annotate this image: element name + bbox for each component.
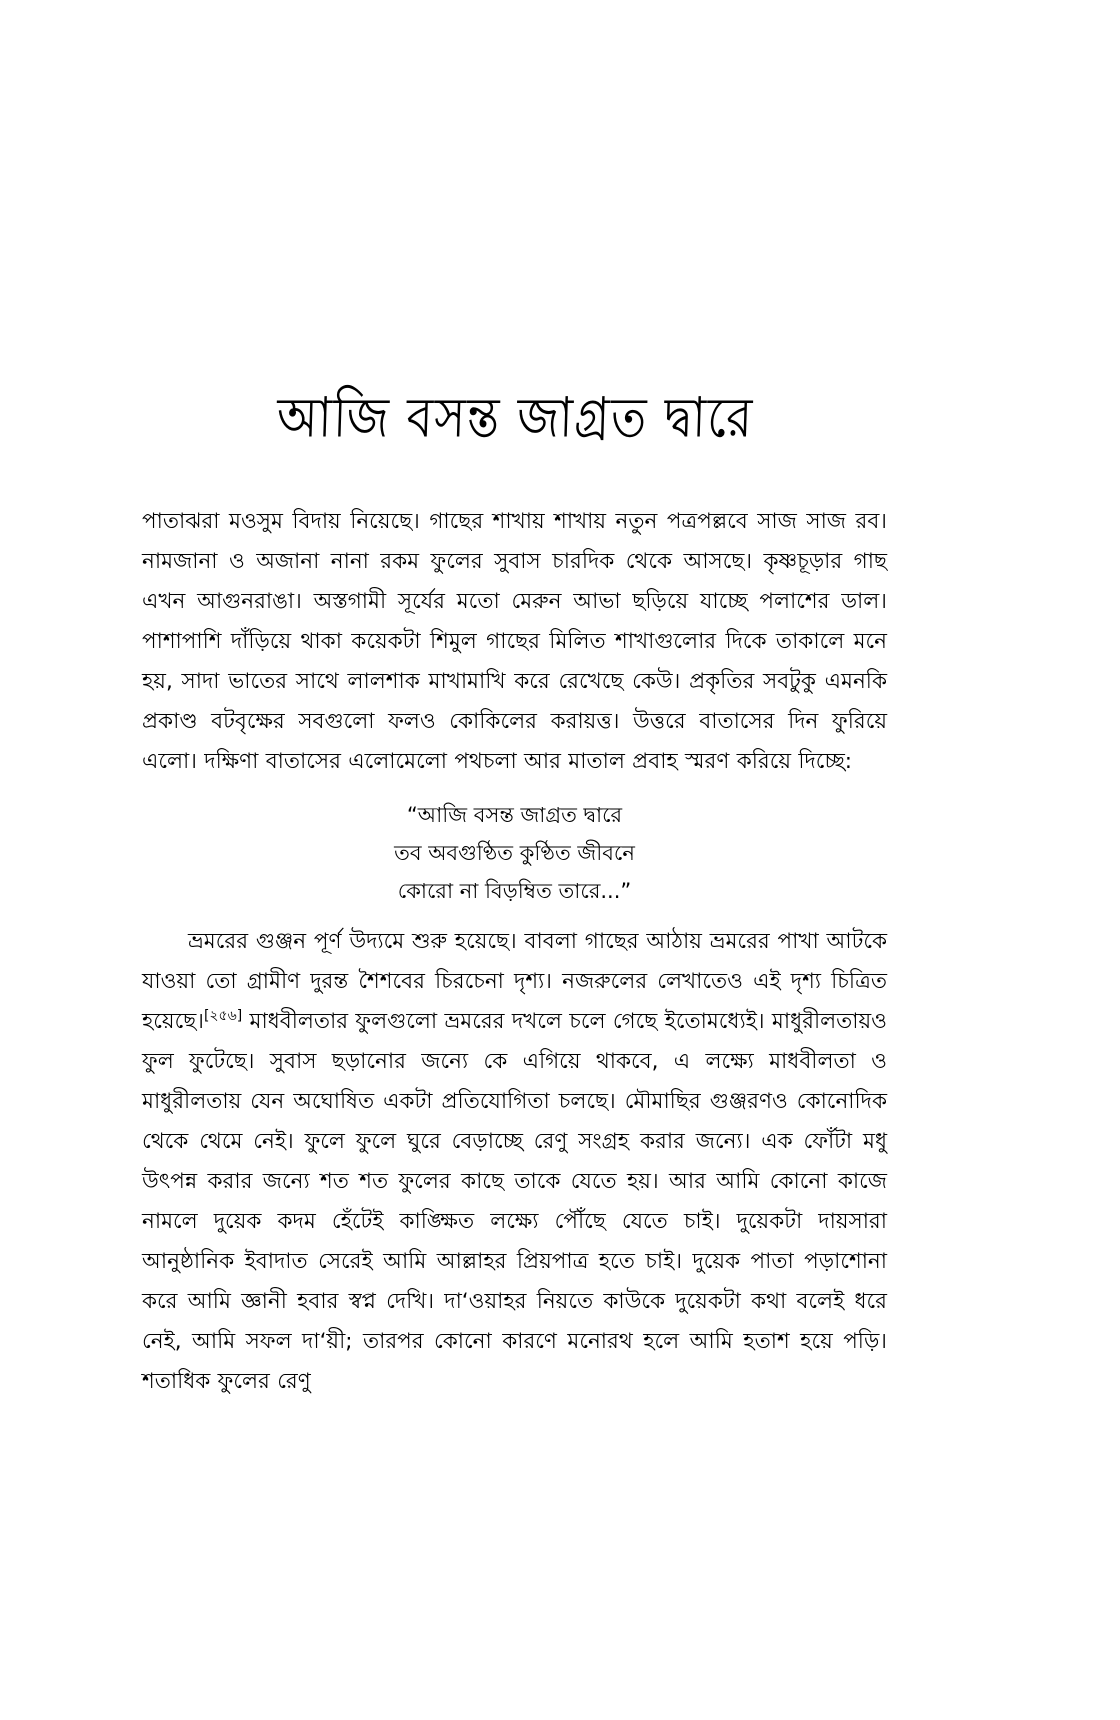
- body-paragraph-2-text-b: মাধবীলতার ফুলগুলো ভ্রমরের দখলে চলে গেছে ইতোমধ্যেই। মাধুরীলতায়ও ফুল ফুটেছে। সুবাস ছড়ানোর জন্যে কে এগিয়ে থাকবে, এ লক্ষ্যে মাধবীলতা ও মাধুরীলতায় যেন অঘোষিত একটা প্রতিযোগিতা চলছে। মৌমাছির গুঞ্জরণও কোনোদিক থেকে থেমে নেই। ফুলে ফুলে ঘুরে বেড়াচ্ছে রেণু সংগ্রহ করার জন্যে। এক ফোঁটা মধু উৎপন্ন করার জন্যে শত শত ফুলের কাছে তাকে যেতে হয়। আর আমি কোনো কাজে নামলে দুয়েক কদম হেঁটেই কাঙ্ক্ষিত লক্ষ্যে পৌঁছে যেতে চাই। দুয়েকটা দায়সারা আনুষ্ঠানিক ইবাদাত সেরেই আমি আল্লাহর প্রিয়পাত্র হতে চাই। দুয়েক পাতা পড়াশোনা করে আমি জ্ঞানী হবার স্বপ্ন দেখি। দা‘ওয়াহর নিয়তে কাউকে দুয়েকটা কথা বলেই ধরে নেই, আমি সফল দা‘য়ী; তারপর কোনো কারণে মনোরথ হলে আমি হতাশ হয়ে পড়ি। শতাধিক ফুলের রেণু: [142, 1009, 887, 1394]
- body-paragraph-2-text-a: ভ্রমরের গুঞ্জন পূর্ণ উদ্যমে শুরু হয়েছে। বাবলা গাছের আঠায় ভ্রমরের পাখা আটকে যাওয়া তো গ্রামীণ দুরন্ত শৈশবের চিরচেনা দৃশ্য। নজরুলের লেখাতেও এই দৃশ্য চিত্রিত হয়েছে।: [142, 929, 887, 1034]
- verse-line-1: “আজি বসন্ত জাগ্রত দ্বারে: [406, 803, 623, 827]
- footnote-reference[interactable]: [২৫৬]: [203, 1007, 243, 1024]
- verse-quotation: [142, 796, 887, 910]
- verse-line-3: কোরো না বিড়ম্বিত তারে...”: [397, 879, 632, 903]
- body-paragraph-1: পাতাঝরা মওসুম বিদায় নিয়েছে। গাছের শাখায় শাখায় নতুন পত্রপল্লবে সাজ সাজ রব। নামজানা ও অজানা নানা রকম ফুলের সুবাস চারদিক থেকে আসছে। কৃষ্ণচূড়ার গাছ এখন আগুনরাঙা। অস্তগামী সূর্যের মতো মেরুন আভা ছড়িয়ে যাচ্ছে পলাশের ডাল। পাশাপাশি দাঁড়িয়ে থাকা কয়েকটা শিমুল গাছের মিলিত শাখাগুলোর দিকে তাকালে মনে হয়, সাদা ভাতের সাথে লালশাক মাখামাখি করে রেখেছে কেউ। প্রকৃতির সবটুকু এমনকি প্রকাণ্ড বটবৃক্ষের সবগুলো ফলও কোকিলের করায়ত্ত। উত্তরে বাতাসের দিন ফুরিয়ে এলো। দক্ষিণা বাতাসের এলোমেলো পথচলা আর মাতাল প্রবাহ স্মরণ করিয়ে দিচ্ছে:: [142, 509, 887, 774]
- page-content-column: [142, 0, 887, 1402]
- page-title: আজি বসন্ত জাগ্রত দ্বারে: [276, 385, 755, 451]
- verse-line-2: তব অবগুণ্ঠিত কুণ্ঠিত জীবনে: [394, 841, 635, 865]
- title-block: [142, 385, 887, 484]
- body-paragraph-2: [142, 922, 887, 1402]
